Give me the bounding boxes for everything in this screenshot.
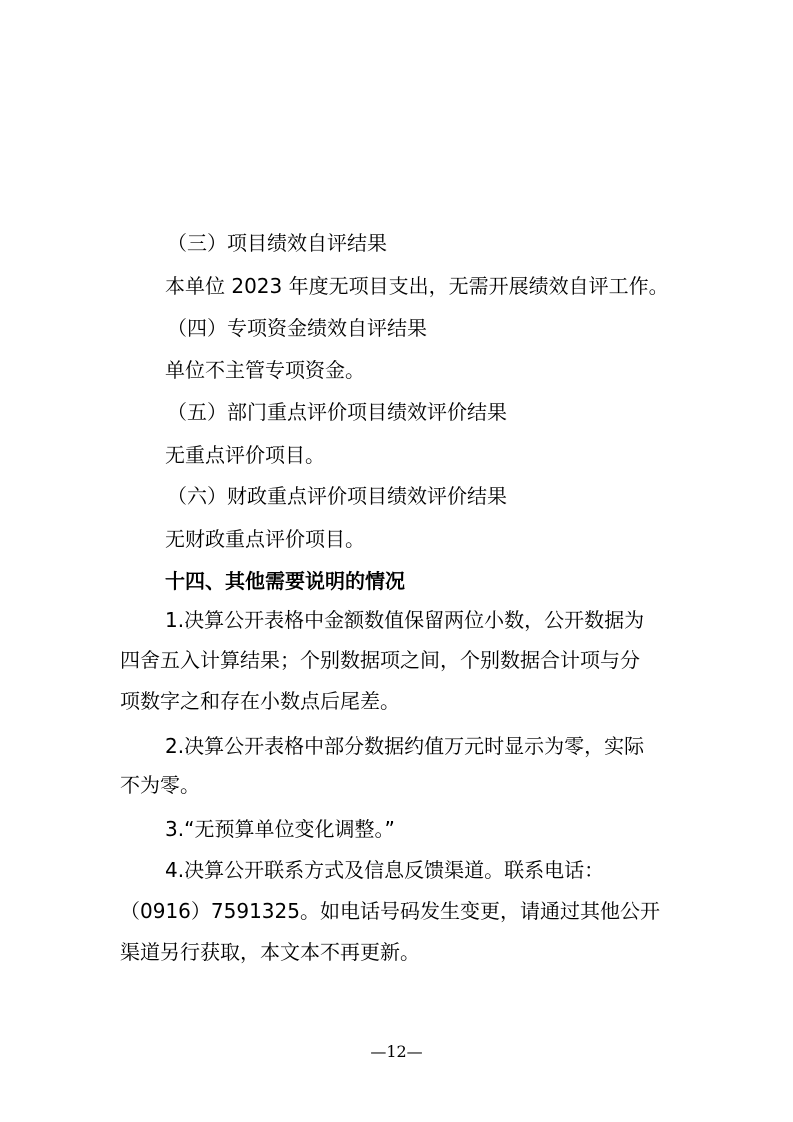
section-6-heading: （六）财政重点评价项目绩效评价结果	[167, 484, 507, 508]
section-14-item-4-line-1: 4.决算公开联系方式及信息反馈渠道。联系电话：	[165, 858, 605, 882]
section-6-body: 无财政重点评价项目。	[165, 527, 365, 551]
section-14-item-1-line-2: 四舍五入计算结果；个别数据项之间，个别数据合计项与分	[120, 648, 640, 672]
section-14-item-2-line-2: 不为零。	[120, 773, 200, 797]
section-14-item-3: 3.“无预算单位变化调整。”	[165, 817, 395, 841]
section-3-heading: （三）项目绩效自评结果	[167, 231, 387, 255]
section-4-body: 单位不主管专项资金。	[165, 358, 365, 382]
section-3-body: 本单位 2023 年度无项目支出，无需开展绩效自评工作。	[165, 274, 669, 298]
section-14-heading: 十四、其他需要说明的情况	[165, 569, 405, 593]
section-4-heading: （四）专项资金绩效自评结果	[167, 316, 427, 340]
section-14-item-1-line-1: 1.决算公开表格中金额数值保留两位小数，公开数据为	[165, 608, 645, 632]
section-14-item-1-line-3: 项数字之和存在小数点后尾差。	[120, 689, 400, 713]
section-5-body: 无重点评价项目。	[165, 443, 325, 467]
section-5-heading: （五）部门重点评价项目绩效评价结果	[167, 400, 507, 424]
section-14-item-4-line-2: （0916）7591325。如电话号码发生变更，请通过其他公开	[120, 899, 660, 923]
page-number: —12—	[370, 1042, 423, 1061]
section-14-item-4-line-3: 渠道另行获取，本文本不再更新。	[120, 940, 420, 964]
section-14-item-2-line-1: 2.决算公开表格中部分数据约值万元时显示为零，实际	[165, 734, 645, 758]
